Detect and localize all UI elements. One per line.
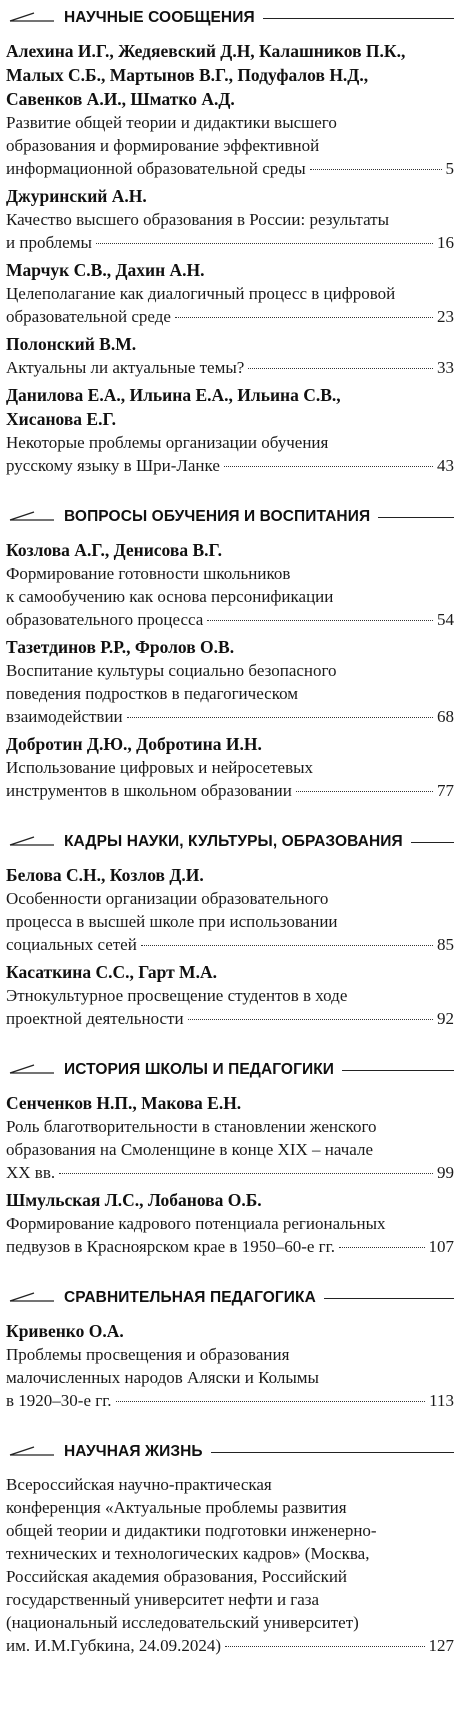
entry-title-line [6, 1161, 454, 1184]
entry-title-text: им. И.М.Губкина, 24.09.2024) [6, 1636, 222, 1655]
dot-leader [224, 466, 433, 467]
toc-section [6, 1052, 454, 1258]
entry-title-line [6, 933, 454, 956]
page-number: 107 [428, 1237, 454, 1256]
entry-title-line [6, 705, 454, 728]
entry-title-text: информационной образовательной среды [6, 159, 306, 178]
section-title: ИСТОРИЯ ШКОЛЫ И ПЕДАГОГИКИ [64, 1061, 335, 1078]
heading-rule [211, 1452, 454, 1453]
entry-title-line: Всероссийская научно-практическая [6, 1475, 272, 1494]
toc-entry[interactable] [6, 635, 454, 728]
heading-rule [411, 842, 454, 843]
toc-section [6, 824, 454, 1030]
dot-leader [141, 945, 433, 946]
entry-title-line: технических и технологических кадров» (Москва, [6, 1544, 370, 1563]
page-number: 92 [437, 1009, 454, 1028]
entry-authors: Савенков А.И., Шматко А.Д. [6, 89, 235, 109]
entry-title-text: и проблемы [6, 233, 92, 252]
entry-title-line: образования на Смоленщине в конце XIX – начале [6, 1140, 374, 1159]
entry-title-line: к самообучению как основа персонификации [6, 587, 334, 606]
dot-leader [296, 791, 433, 792]
page-number: 33 [437, 358, 454, 377]
entry-authors: Белова С.Н., Козлов Д.И. [6, 865, 204, 885]
toc-section [6, 0, 454, 477]
section-heading [6, 1280, 454, 1316]
dot-leader [248, 368, 433, 369]
entry-authors: Шмульская Л.С., Лобанова О.Б. [6, 1190, 262, 1210]
dot-leader [225, 1646, 424, 1647]
toc-entry[interactable] [6, 1319, 454, 1412]
entry-authors: Добротин Д.Ю., Добротина И.Н. [6, 734, 262, 754]
heading-rule-ornament [6, 510, 58, 524]
entry-title-text: социальных сетей [6, 935, 137, 954]
entry-title-line [6, 305, 454, 328]
entry-title-line [6, 231, 454, 254]
toc-entry[interactable] [6, 1473, 454, 1657]
section-heading [6, 0, 454, 36]
entry-title-line: Формирование готовности школьников [6, 564, 291, 583]
entry-title-line: Качество высшего образования в России: результаты [6, 210, 390, 229]
toc-section [6, 1434, 454, 1657]
dot-leader [207, 620, 433, 621]
toc-entry[interactable] [6, 184, 454, 254]
section-title: СРАВНИТЕЛЬНАЯ ПЕДАГОГИКА [64, 1289, 316, 1306]
page-number: 85 [437, 935, 454, 954]
section-title: ВОПРОСЫ ОБУЧЕНИЯ И ВОСПИТАНИЯ [64, 508, 371, 525]
entry-title-line: Роль благотворительности в становлении женского [6, 1117, 377, 1136]
entry-title-line: малочисленных народов Аляски и Колымы [6, 1368, 319, 1387]
entry-authors: Данилова Е.А., Ильина Е.А., Ильина С.В., [6, 385, 341, 405]
entry-title-line [6, 1235, 454, 1258]
entry-title-line: Использование цифровых и нейросетевых [6, 758, 314, 777]
entry-title-line: Целеполагание как диалогичный процесс в цифровой [6, 284, 396, 303]
page-number: 54 [437, 610, 454, 629]
entry-authors: Кривенко О.А. [6, 1321, 124, 1341]
entry-title-line [6, 356, 454, 379]
section-heading [6, 1434, 454, 1470]
entry-title-line: Российская академия образования, Российский [6, 1567, 348, 1586]
entry-title-text: инструментов в школьном образовании [6, 781, 292, 800]
entry-title-line: государственный университет нефти и газа [6, 1590, 320, 1609]
toc-entry[interactable] [6, 1091, 454, 1184]
toc-entry[interactable] [6, 538, 454, 631]
entry-title-line: Этнокультурное просвещение студентов в ходе [6, 986, 348, 1005]
entry-title-line [6, 1634, 454, 1657]
entry-authors: Джуринский А.Н. [6, 186, 147, 206]
entry-title-line: Формирование кадрового потенциала региональных [6, 1214, 386, 1233]
section-title: НАУЧНЫЕ СООБЩЕНИЯ [64, 9, 255, 26]
section-title: НАУЧНАЯ ЖИЗНЬ [64, 1443, 203, 1460]
dot-leader [339, 1247, 425, 1248]
section-heading [6, 1052, 454, 1088]
dot-leader [96, 243, 433, 244]
entry-title-text: русскому языку в Шри-Ланке [6, 456, 220, 475]
entry-authors: Полонский В.М. [6, 334, 137, 354]
toc-section [6, 499, 454, 802]
entry-title-line: Некоторые проблемы организации обучения [6, 433, 329, 452]
heading-rule-ornament [6, 1445, 58, 1459]
dot-leader [310, 169, 442, 170]
page-number: 99 [437, 1163, 454, 1182]
dot-leader [175, 317, 433, 318]
entry-title-line: общей теории и дидактики подготовки инженерно- [6, 1521, 377, 1540]
entry-title-line [6, 608, 454, 631]
toc-entry[interactable] [6, 732, 454, 802]
toc-entry[interactable] [6, 960, 454, 1030]
dot-leader [188, 1019, 433, 1020]
page-number: 5 [445, 159, 454, 178]
entry-authors: Козлова А.Г., Денисова В.Г. [6, 540, 223, 560]
entry-title-line: Проблемы просвещения и образования [6, 1345, 290, 1364]
section-heading [6, 499, 454, 535]
toc-entry[interactable] [6, 863, 454, 956]
entry-authors: Марчук С.В., Дахин А.Н. [6, 260, 205, 280]
entry-title-text: в 1920–30-е гг. [6, 1391, 112, 1410]
page-number: 43 [437, 456, 454, 475]
toc-entry[interactable] [6, 39, 454, 180]
entry-authors: Сенченков Н.П., Макова Е.Н. [6, 1093, 242, 1113]
entry-title-text: образовательного процесса [6, 610, 204, 629]
page-number: 23 [437, 307, 454, 326]
page-number: 127 [428, 1636, 454, 1655]
entry-title-line: (национальный исследовательский университет) [6, 1613, 359, 1632]
heading-rule-ornament [6, 11, 58, 25]
heading-rule-ornament [6, 1063, 58, 1077]
heading-rule [342, 1070, 454, 1071]
entry-title-line: Особенности организации образовательного [6, 889, 329, 908]
entry-title-line [6, 157, 454, 180]
heading-rule [263, 18, 454, 19]
entry-title-text: XX вв. [6, 1163, 56, 1182]
heading-rule [324, 1298, 454, 1299]
entry-title-line [6, 1007, 454, 1030]
entry-title-text: взаимодействии [6, 707, 123, 726]
page-number: 16 [437, 233, 454, 252]
toc-entry[interactable] [6, 332, 454, 379]
entry-title-line: образования и формирование эффективной [6, 136, 320, 155]
entry-title-text: проектной деятельности [6, 1009, 184, 1028]
entry-authors: Алехина И.Г., Жедяевский Д.Н, Калашников П.К., [6, 41, 406, 61]
entry-authors: Малых С.Б., Мартынов В.Г., Подуфалов Н.Д., [6, 65, 369, 85]
entry-title-text: образовательной среде [6, 307, 171, 326]
page-number: 77 [437, 781, 454, 800]
toc-entry[interactable] [6, 383, 454, 477]
toc-section [6, 1280, 454, 1412]
entry-title-line [6, 1389, 454, 1412]
dot-leader [59, 1173, 433, 1174]
entry-title-line [6, 454, 454, 477]
entry-authors: Хисанова Е.Г. [6, 409, 117, 429]
toc-entry[interactable] [6, 1188, 454, 1258]
entry-authors: Тазетдинов Р.Р., Фролов О.В. [6, 637, 235, 657]
entry-title-text: Актуальны ли актуальные темы? [6, 358, 245, 377]
entry-title-line: конференция «Актуальные проблемы развития [6, 1498, 347, 1517]
entry-title-line: Развитие общей теории и дидактики высшего [6, 113, 337, 132]
heading-rule-ornament [6, 835, 58, 849]
heading-rule [378, 517, 454, 518]
page-number: 113 [429, 1391, 454, 1410]
entry-title-line: Воспитание культуры социально безопасного [6, 661, 337, 680]
page-number: 68 [437, 707, 454, 726]
section-title: КАДРЫ НАУКИ, КУЛЬТУРЫ, ОБРАЗОВАНИЯ [64, 833, 403, 850]
dot-leader [127, 717, 433, 718]
dot-leader [116, 1401, 426, 1402]
heading-rule-ornament [6, 1291, 58, 1305]
entry-title-text: педвузов в Красноярском крае в 1950–60-е гг. [6, 1237, 335, 1256]
entry-title-line: процесса в высшей школе при использовании [6, 912, 338, 931]
entry-title-line [6, 779, 454, 802]
section-heading [6, 824, 454, 860]
entry-title-line: поведения подростков в педагогическом [6, 684, 299, 703]
toc-entry[interactable] [6, 258, 454, 328]
entry-authors: Касаткина С.С., Гарт М.А. [6, 962, 217, 982]
